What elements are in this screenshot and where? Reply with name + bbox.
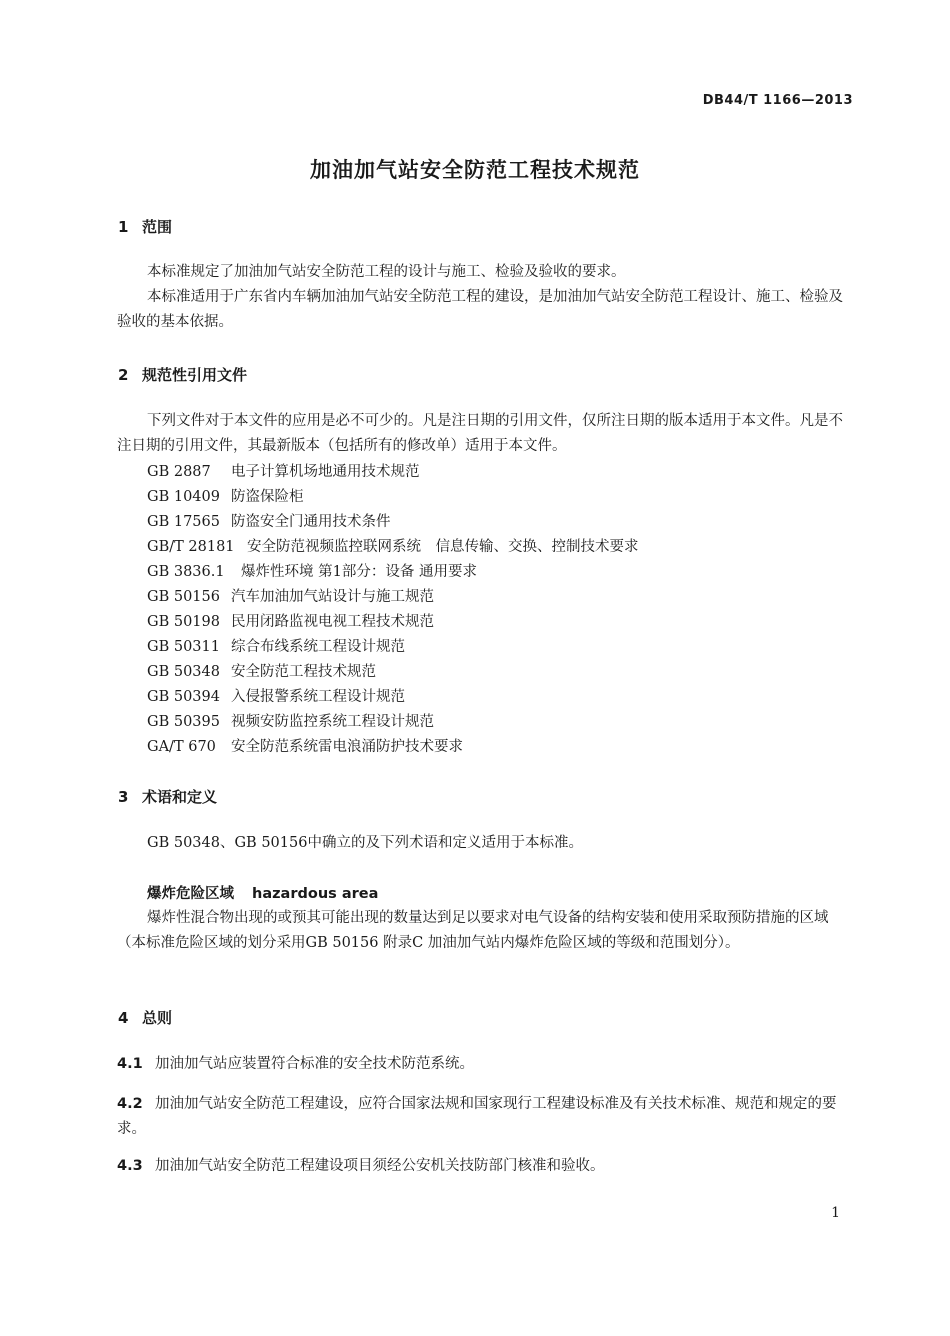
clause-4-2: [117, 1092, 852, 1142]
section-number: 4: [118, 1009, 129, 1027]
section-title: 总则: [142, 1009, 173, 1027]
reference-list: [147, 460, 639, 760]
section-2-heading: [118, 364, 247, 385]
reference-name: 入侵报警系统工程设计规范: [231, 689, 405, 705]
reference-code: GB/T 28181: [147, 539, 235, 555]
reference-item: [147, 610, 639, 635]
reference-item: [147, 485, 639, 510]
clause-number: 4.3: [117, 1158, 143, 1174]
reference-name: 安全防范工程技术规范: [231, 664, 376, 680]
reference-item: [147, 535, 639, 560]
reference-item: [147, 685, 639, 710]
clause-text: 加油加气站应装置符合标准的安全技术防范系统。: [155, 1056, 474, 1072]
reference-name: 综合布线系统工程设计规范: [231, 639, 405, 655]
reference-code: GB 50311: [147, 639, 220, 655]
reference-item: [147, 560, 639, 585]
section-4-heading: [118, 1007, 172, 1028]
reference-code: GB 10409: [147, 489, 220, 505]
reference-code: GB 2887: [147, 464, 211, 480]
document-title: 加油加气站安全防范工程技术规范: [310, 158, 640, 182]
section-number: 3: [118, 788, 129, 806]
clause-text: 加油加气站安全防范工程建设项目须经公安机关技防部门核准和验收。: [155, 1158, 605, 1174]
section-title: 范围: [142, 218, 173, 236]
reference-name: 防盗保险柜: [231, 489, 304, 505]
reference-name: 民用闭路监视电视工程技术规范: [231, 614, 434, 630]
para-text: 下列文件对于本文件的应用是必不可少的。凡是注日期的引用文件，仅所注日期的版本适用于本文件。凡是不注日期的引用文件，其最新版本（包括所有的修改单）适用于本文件。: [117, 413, 843, 454]
reference-item: [147, 635, 639, 660]
reference-code: GB 50348: [147, 664, 220, 680]
term-chinese: 爆炸危险区域: [147, 886, 234, 902]
section-number: 2: [118, 366, 129, 384]
clause-number: 4.1: [117, 1056, 143, 1072]
section-1-para-1: [117, 260, 852, 285]
section-3-heading: [118, 786, 217, 807]
section-number: 1: [118, 218, 129, 236]
para-text: 本标准规定了加油加气站安全防范工程的设计与施工、检验及验收的要求。: [147, 264, 626, 280]
reference-code: GA/T 670: [147, 739, 216, 755]
section-3-para-1: [117, 831, 852, 856]
section-title: 规范性引用文件: [142, 366, 248, 384]
reference-code: GB 17565: [147, 514, 220, 530]
clause-number: 4.2: [117, 1096, 143, 1112]
reference-name: 安全防范系统雷电浪涌防护技术要求: [231, 739, 463, 755]
reference-code: GB 50395: [147, 714, 220, 730]
clause-4-3: [117, 1154, 852, 1179]
section-1-heading: [118, 216, 172, 237]
reference-code: GB 50394: [147, 689, 220, 705]
para-text: GB 50348、GB 50156中确立的及下列术语和定义适用于本标准。: [147, 835, 583, 851]
clause-4-1: [117, 1052, 852, 1077]
section-1-para-2: [117, 285, 852, 335]
term-definition: [117, 906, 852, 956]
term-english: hazardous area: [252, 886, 379, 902]
reference-item: [147, 660, 639, 685]
standard-code: DB44/T 1166—2013: [702, 93, 853, 108]
reference-code: GB 50156: [147, 589, 220, 605]
reference-item: [147, 510, 639, 535]
reference-name: 汽车加油加气站设计与施工规范: [231, 589, 434, 605]
reference-item: [147, 710, 639, 735]
section-title: 术语和定义: [142, 788, 218, 806]
reference-item: [147, 735, 639, 760]
reference-name: 电子计算机场地通用技术规范: [231, 464, 420, 480]
reference-name: 视频安防监控系统工程设计规范: [231, 714, 434, 730]
para-text: 本标准适用于广东省内车辆加油加气站安全防范工程的建设，是加油加气站安全防范工程设计、施工、检验及验收的基本依据。: [117, 289, 843, 330]
reference-name: 爆炸性环境 第1部分：设备 通用要求: [241, 564, 477, 580]
reference-item: [147, 585, 639, 610]
reference-code: GB 50198: [147, 614, 220, 630]
section-2-para-1: [117, 409, 852, 459]
reference-name: 安全防范视频监控联网系统 信息传输、交换、控制技术要求: [247, 539, 639, 555]
para-text: 爆炸性混合物出现的或预其可能出现的数量达到足以要求对电气设备的结构安装和使用采取预防措施的区域（本标准危险区域的划分采用GB 50156 附录C 加油加气站内爆炸危险区域的等级和范围划分）。: [117, 910, 829, 951]
term-heading: [147, 882, 378, 903]
reference-item: [147, 460, 639, 485]
clause-text: 加油加气站安全防范工程建设，应符合国家法规和国家现行工程建设标准及有关技术标准、规范和规定的要求。: [117, 1096, 837, 1137]
reference-name: 防盗安全门通用技术条件: [231, 514, 391, 530]
reference-code: GB 3836.1: [147, 564, 225, 580]
page-number: 1: [831, 1205, 840, 1221]
